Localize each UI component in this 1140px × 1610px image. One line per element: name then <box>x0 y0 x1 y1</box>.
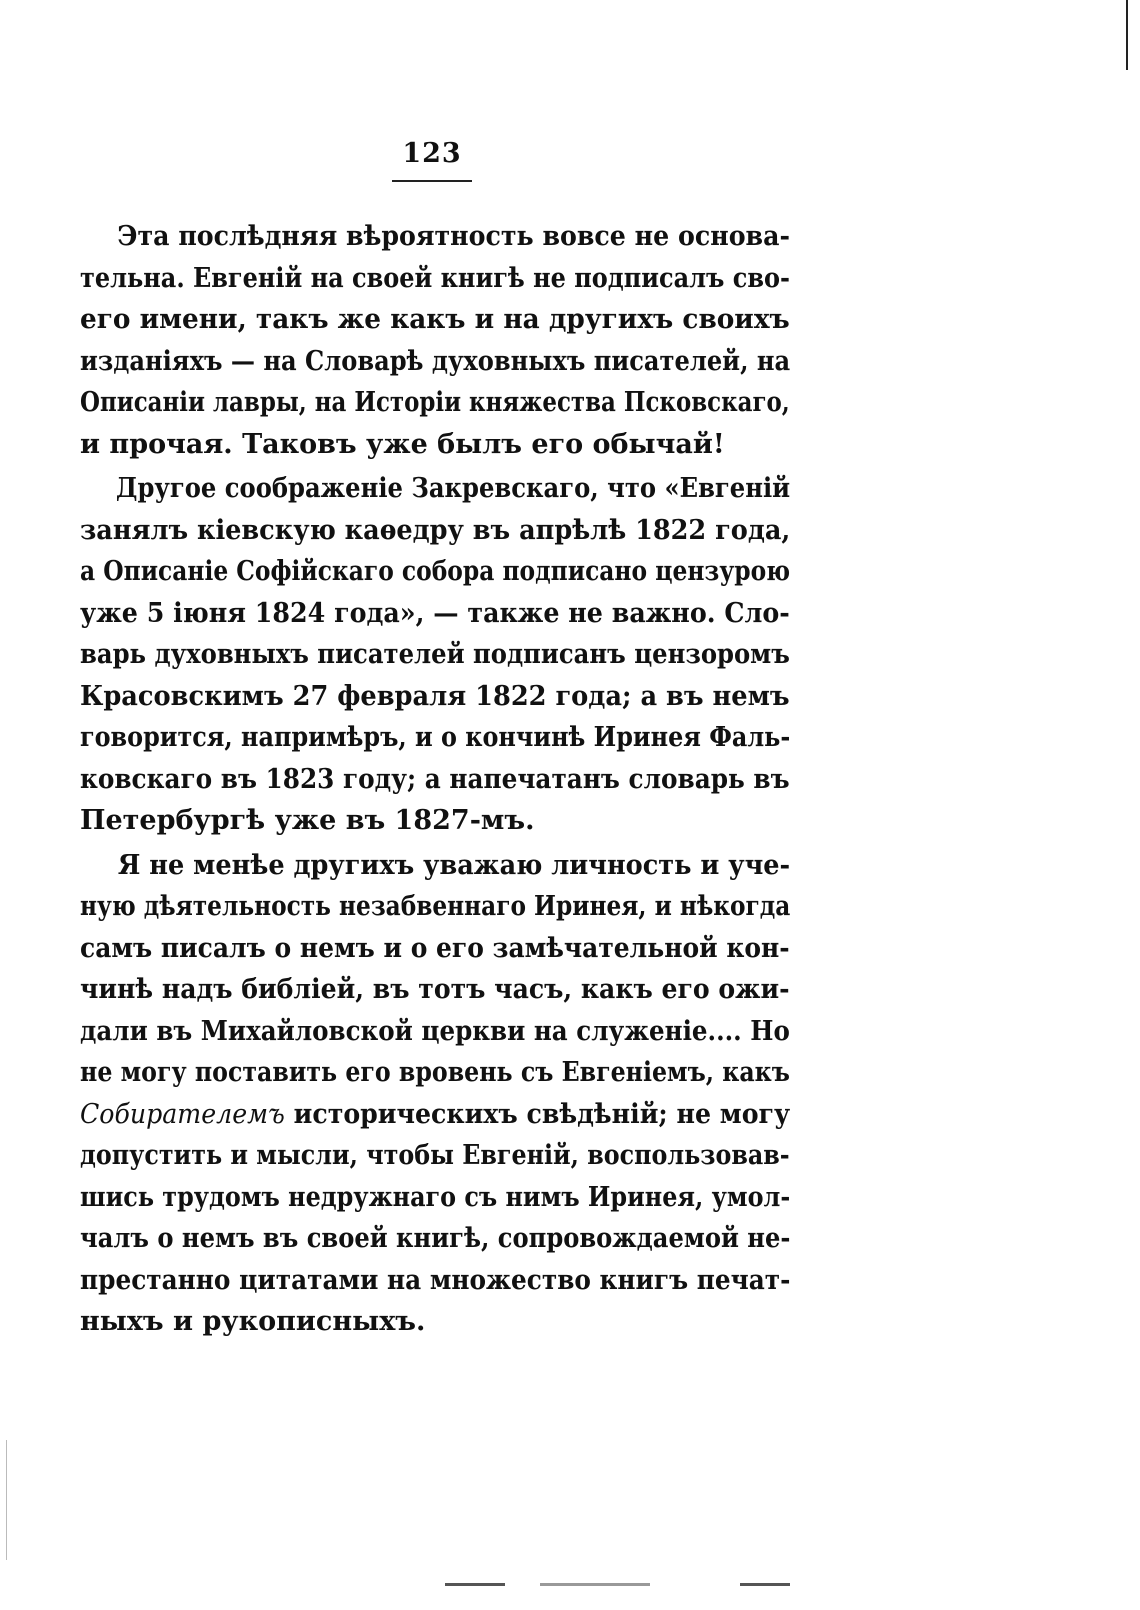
body-text <box>80 216 790 1343</box>
text-line: Описаніи лавры, на Исторіи княжества Псковскаго, <box>80 387 790 418</box>
text-line: Петербургѣ уже въ 1827-мъ. <box>80 805 535 836</box>
text-line: чалъ о немъ въ своей книгѣ, сопровождаемой не- <box>80 1223 791 1254</box>
text-line: самъ писалъ о немъ и о его замѣчательной кон- <box>80 932 790 964</box>
text-line: чинѣ надъ библіей, въ тотъ часъ, какъ его ожи- <box>80 974 790 1005</box>
text-line: допустить и мысли, чтобы Евгеній, воспользовав- <box>80 1140 790 1171</box>
text-line: изданіяхъ — на Словарѣ духовныхъ писателей, на <box>80 345 791 377</box>
text-line: говорится, напримѣръ, и о кончинѣ Иринея Фаль- <box>80 722 791 753</box>
page-number: 123 <box>402 138 462 169</box>
text-line: и прочая. Таковъ уже былъ его обычай! <box>80 428 725 460</box>
text-line: варь духовныхъ писателей подписанъ цензоромъ <box>80 639 790 670</box>
text-line <box>80 1094 791 1136</box>
scan-edge-mark <box>445 1583 505 1586</box>
paragraph <box>80 845 790 1343</box>
text-line: дали въ Михайловской церкви на служеніе.... Но <box>80 1015 790 1047</box>
text-line: Эта послѣдняя вѣроятность вовсе не основа- <box>117 221 790 252</box>
text-line: тельна. Евгеній на своей книгѣ не подписалъ сво- <box>80 262 790 294</box>
text-line: не могу поставить его вровень съ Евгеніемъ, какъ <box>80 1057 790 1088</box>
text-line: ныхъ и рукописныхъ. <box>80 1306 426 1337</box>
scan-edge-mark <box>6 1440 7 1560</box>
scan-edge-mark <box>1126 0 1128 70</box>
page-number-rule <box>392 180 472 182</box>
text-line: занялъ кіевскую каѳедру въ апрѣлѣ 1822 года, <box>80 514 791 546</box>
text-line: его имени, такъ же какъ и на другихъ своихъ <box>80 304 790 335</box>
scan-edge-mark <box>740 1583 790 1586</box>
italic-term: Собирателемъ <box>80 1098 285 1130</box>
text-line: Красовскимъ 27 февраля 1822 года; а въ немъ <box>80 680 790 712</box>
paragraph <box>80 216 790 465</box>
text-line: ную дѣятельность незабвеннаго Иринея, и нѣкогда <box>80 891 791 922</box>
scan-edge-mark <box>540 1583 650 1586</box>
text-line: Другое соображеніе Закревскаго, что «Евгеній <box>115 473 791 504</box>
text-line: Я не менѣе другихъ уважаю личность и уче- <box>117 849 791 881</box>
text-line: ковскаго въ 1823 году; а напечатанъ словарь въ <box>80 763 790 795</box>
text-fragment: историческихъ свѣдѣній; не могу <box>284 1098 791 1130</box>
text-line: шись трудомъ недружнаго съ нимъ Иринея, умол- <box>80 1181 791 1213</box>
text-line: престанно цитатами на множество книгъ печат- <box>80 1264 791 1296</box>
text-line: уже 5 іюня 1824 года», — также не важно. Сло- <box>80 597 790 629</box>
paragraph <box>80 468 790 842</box>
text-line: а Описаніе Софійскаго собора подписано цензурою <box>80 556 791 587</box>
